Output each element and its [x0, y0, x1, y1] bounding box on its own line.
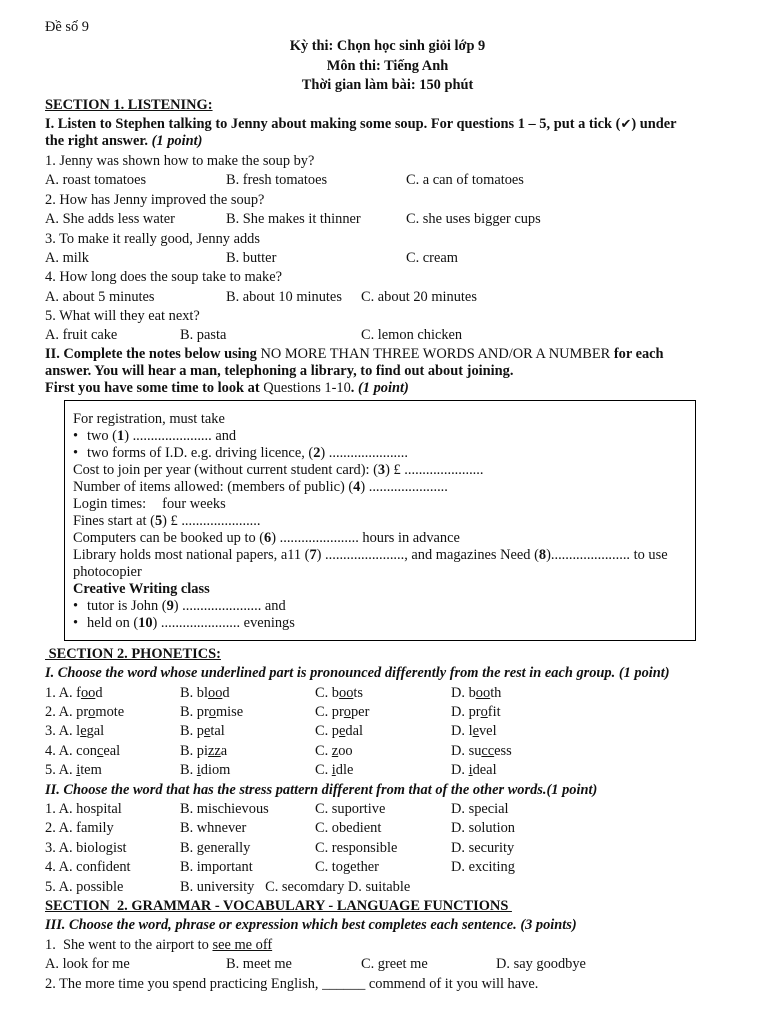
underlined-part: i [76, 762, 81, 779]
option-c[interactable]: C. idle [315, 762, 354, 779]
underlined-part: o [480, 704, 488, 721]
option-c[interactable]: C. she uses bigger cups [406, 211, 541, 228]
option-c[interactable]: C. proper [315, 704, 370, 721]
blank-6[interactable]: ) ...................... hours in advance [271, 529, 460, 546]
option-a[interactable]: A. milk [45, 249, 89, 266]
underlined-part: oo [80, 684, 96, 701]
option-c[interactable]: C. boots [315, 684, 363, 701]
option-a[interactable]: 2. A. promote [45, 704, 125, 721]
section-2-title: SECTION 2. PHONETICS: [45, 645, 221, 662]
answer-row [45, 858, 730, 877]
option-a[interactable]: 1. A. food [45, 684, 103, 701]
option-b[interactable]: B. important [180, 859, 253, 876]
option-b[interactable]: B. butter [226, 249, 277, 266]
option-a[interactable]: 4. A. confident [45, 859, 131, 876]
underlined-part: oo [475, 684, 491, 701]
underlined-part: i [196, 762, 201, 779]
option-c[interactable]: C. suportive [315, 800, 386, 817]
underlined-part: i [331, 762, 336, 779]
answer-row [45, 722, 730, 741]
option-a[interactable]: 1. A. hospital [45, 800, 122, 817]
answer-row [45, 839, 730, 858]
underlined-part: o [88, 704, 96, 721]
answer-row [45, 761, 730, 780]
answer-row [45, 800, 730, 819]
option-d[interactable]: D. profit [451, 704, 501, 721]
underlined-part: oo [339, 684, 354, 701]
blank-4[interactable]: ) ...................... [360, 478, 448, 495]
option-c[interactable]: C. together [315, 859, 379, 876]
option-a[interactable]: A. fruit cake [45, 327, 118, 344]
option-b[interactable]: B. generally [180, 839, 251, 856]
option-a[interactable]: 3. A. biologist [45, 839, 127, 856]
option-b[interactable]: B. pasta [180, 327, 227, 344]
option-d[interactable]: D. level [451, 723, 497, 740]
notes-bullet: • held on (10) ...................... evenings [73, 615, 687, 632]
answer-row [45, 703, 730, 722]
exam-title: Kỳ thi: Chọn học sinh giỏi lớp 9 [289, 38, 486, 55]
blank-3[interactable]: ) £ ...................... [385, 461, 484, 478]
option-c[interactable]: C. cream [406, 249, 458, 266]
blank-2[interactable]: ) ...................... [320, 444, 408, 461]
underlined-part: e [472, 723, 479, 740]
option-c[interactable]: C. a can of tomatoes [406, 172, 524, 189]
option-b[interactable]: B. petal [180, 723, 225, 740]
blank-1[interactable]: ) ...................... and [124, 427, 237, 444]
phonetics-part-1-instruction: I. Choose the word whose underlined part is pronounced differently from the rest in each group. (1 point) [45, 665, 670, 682]
notes-line: Login times: four weeks [73, 495, 226, 512]
underlined-part: e [80, 723, 87, 740]
option-a[interactable]: 5. A. possible [45, 878, 124, 895]
answer-row [45, 171, 730, 190]
section-3-title: SECTION 2. GRAMMAR - VOCABULARY - LANGUAGE FUNCTIONS [45, 897, 512, 914]
question-text: 5. What will they eat next? [45, 308, 200, 325]
option-a[interactable]: 4. A. conceal [45, 742, 121, 759]
underlined-part: i [468, 762, 473, 779]
notes-subheading: Creative Writing class [73, 580, 210, 597]
option-c[interactable]: C. about 20 minutes [361, 288, 477, 305]
notes-bullet: • two (1) ...................... and [73, 428, 687, 445]
option-d[interactable]: D. success [451, 742, 512, 759]
underlined-part: c [96, 742, 104, 759]
notes-line: Number of items allowed: (members of public) (4) ...................... [73, 478, 448, 495]
answer-row [45, 878, 730, 897]
stress-questions [45, 800, 730, 878]
underlined-part: cc [481, 742, 495, 759]
option-c[interactable]: C. greet me [361, 956, 428, 973]
exam-subject: Môn thi: Tiếng Anh [326, 57, 449, 74]
option-d[interactable]: D. special [451, 800, 509, 817]
option-a[interactable]: A. She adds less water [45, 211, 175, 228]
option-b[interactable]: B. blood [180, 684, 230, 701]
underlined-part: oo [208, 684, 223, 701]
option-d[interactable]: D. solution [451, 820, 515, 837]
question-text: 3. To make it really good, Jenny adds [45, 230, 260, 247]
option-b[interactable]: B. meet me [226, 956, 292, 973]
grammar-instruction: III. Choose the word, phrase or expression which best completes each sentence. (3 points) [45, 917, 577, 934]
question-text: 2. How has Jenny improved the soup? [45, 191, 265, 208]
option-c[interactable]: C. obedient [315, 820, 382, 837]
listening-questions [45, 152, 730, 346]
options-bcd[interactable]: B. university C. secomdary D. suitable [180, 878, 411, 895]
option-a[interactable]: 2. A. family [45, 820, 114, 837]
option-d[interactable]: D. booth [451, 684, 502, 701]
answer-row [45, 326, 730, 345]
question-text: 2. The more time you spend practicing English, ______ commend of it you will have. [45, 975, 539, 992]
option-c[interactable]: C. responsible [315, 839, 398, 856]
listening-part-2-instruction: II. Complete the notes below using NO MORE THAN THREE WORDS AND/OR A NUMBER for each answer. You will hear a man, telephoning a library, to find out about joining. First you have some time to look at Questions 1-10. (1 point) [45, 345, 664, 396]
option-a[interactable]: A. look for me [45, 956, 130, 973]
exam-duration: Thời gian làm bài: 150 phút [301, 77, 474, 94]
tick-icon: ✔ [620, 116, 632, 132]
option-b[interactable]: B. fresh tomatoes [226, 172, 328, 189]
option-b[interactable]: B. promise [180, 704, 244, 721]
notes-bullet: • tutor is John (9) ...................... and [73, 598, 687, 615]
option-a[interactable]: 3. A. legal [45, 723, 105, 740]
option-b[interactable]: B. mischievous [180, 800, 269, 817]
option-c[interactable]: C. lemon chicken [361, 327, 463, 344]
notes-line: Library holds most national papers, a11 (7) ......................, and magazines Need (8)...................... to use photocopier [73, 546, 668, 580]
underlined-part: zz [208, 742, 221, 759]
option-b[interactable]: B. whnever [180, 820, 247, 837]
question-text: 1. Jenny was shown how to make the soup by? [45, 152, 315, 169]
option-d[interactable]: D. say goodbye [496, 956, 586, 973]
answer-row [45, 819, 730, 838]
answer-row [45, 210, 730, 229]
answer-row [45, 288, 730, 307]
option-a[interactable]: A. roast tomatoes [45, 172, 147, 189]
question-text: 1. She went to the airport to see me off [45, 936, 273, 953]
answer-row [45, 742, 730, 761]
option-b[interactable]: B. She makes it thinner [226, 211, 361, 228]
blank-8[interactable]: )...................... to use photocopier [73, 546, 668, 580]
answer-row [45, 955, 730, 974]
exam-code: Đề số 9 [45, 19, 89, 35]
answer-row [45, 684, 730, 703]
underlined-part: e [204, 723, 211, 740]
option-b[interactable]: B. pizza [180, 742, 228, 759]
notes-box [64, 400, 696, 641]
exam-page [45, 18, 730, 994]
underlined-part: z [331, 742, 339, 759]
listening-part-1-instruction: I. Listen to Stephen talking to Jenny about making some soup. For questions 1 – 5, put a tick (✔) under the right answer. (1 point) [45, 115, 677, 149]
notes-bullet: • two forms of I.D. e.g. driving licence, (2) ...................... [73, 445, 687, 462]
notes-line: For registration, must take [73, 410, 225, 427]
option-d[interactable]: D. ideal [451, 762, 497, 779]
blank-9[interactable]: ) ...................... and [173, 597, 286, 614]
pronunciation-questions [45, 684, 730, 781]
option-d[interactable]: D. security [451, 839, 515, 856]
underlined-part: o [208, 704, 216, 721]
option-c[interactable]: C. zoo [315, 742, 353, 759]
notes-line: Computers can be booked up to (6) ...................... hours in advance [73, 529, 460, 546]
phonetics-part-2-instruction: II. Choose the word that has the stress pattern different from that of the other words.(1 point) [45, 781, 598, 798]
blank-10[interactable]: ) ...................... evenings [152, 614, 295, 631]
option-c[interactable]: C. pedal [315, 723, 363, 740]
answer-row [45, 249, 730, 268]
underlined-part: o [343, 704, 351, 721]
notes-line: Cost to join per year (without current student card): (3) £ ...................... [73, 461, 484, 478]
notes-line: Fines start at (5) £ ...................... [73, 512, 261, 529]
option-a[interactable]: A. about 5 minutes [45, 288, 155, 305]
option-d[interactable]: D. exciting [451, 859, 515, 876]
option-b[interactable]: B. about 10 minutes [226, 288, 342, 305]
section-1-title: SECTION 1. LISTENING: [45, 96, 213, 113]
underlined-part: e [339, 723, 346, 740]
question-text: 4. How long does the soup take to make? [45, 269, 282, 286]
option-b[interactable]: B. idiom [180, 762, 231, 779]
blank-5[interactable]: ) £ ...................... [162, 512, 261, 529]
option-a[interactable]: 5. A. item [45, 762, 102, 779]
blank-7[interactable]: ) ......................, and magazines Need ( [316, 546, 539, 563]
